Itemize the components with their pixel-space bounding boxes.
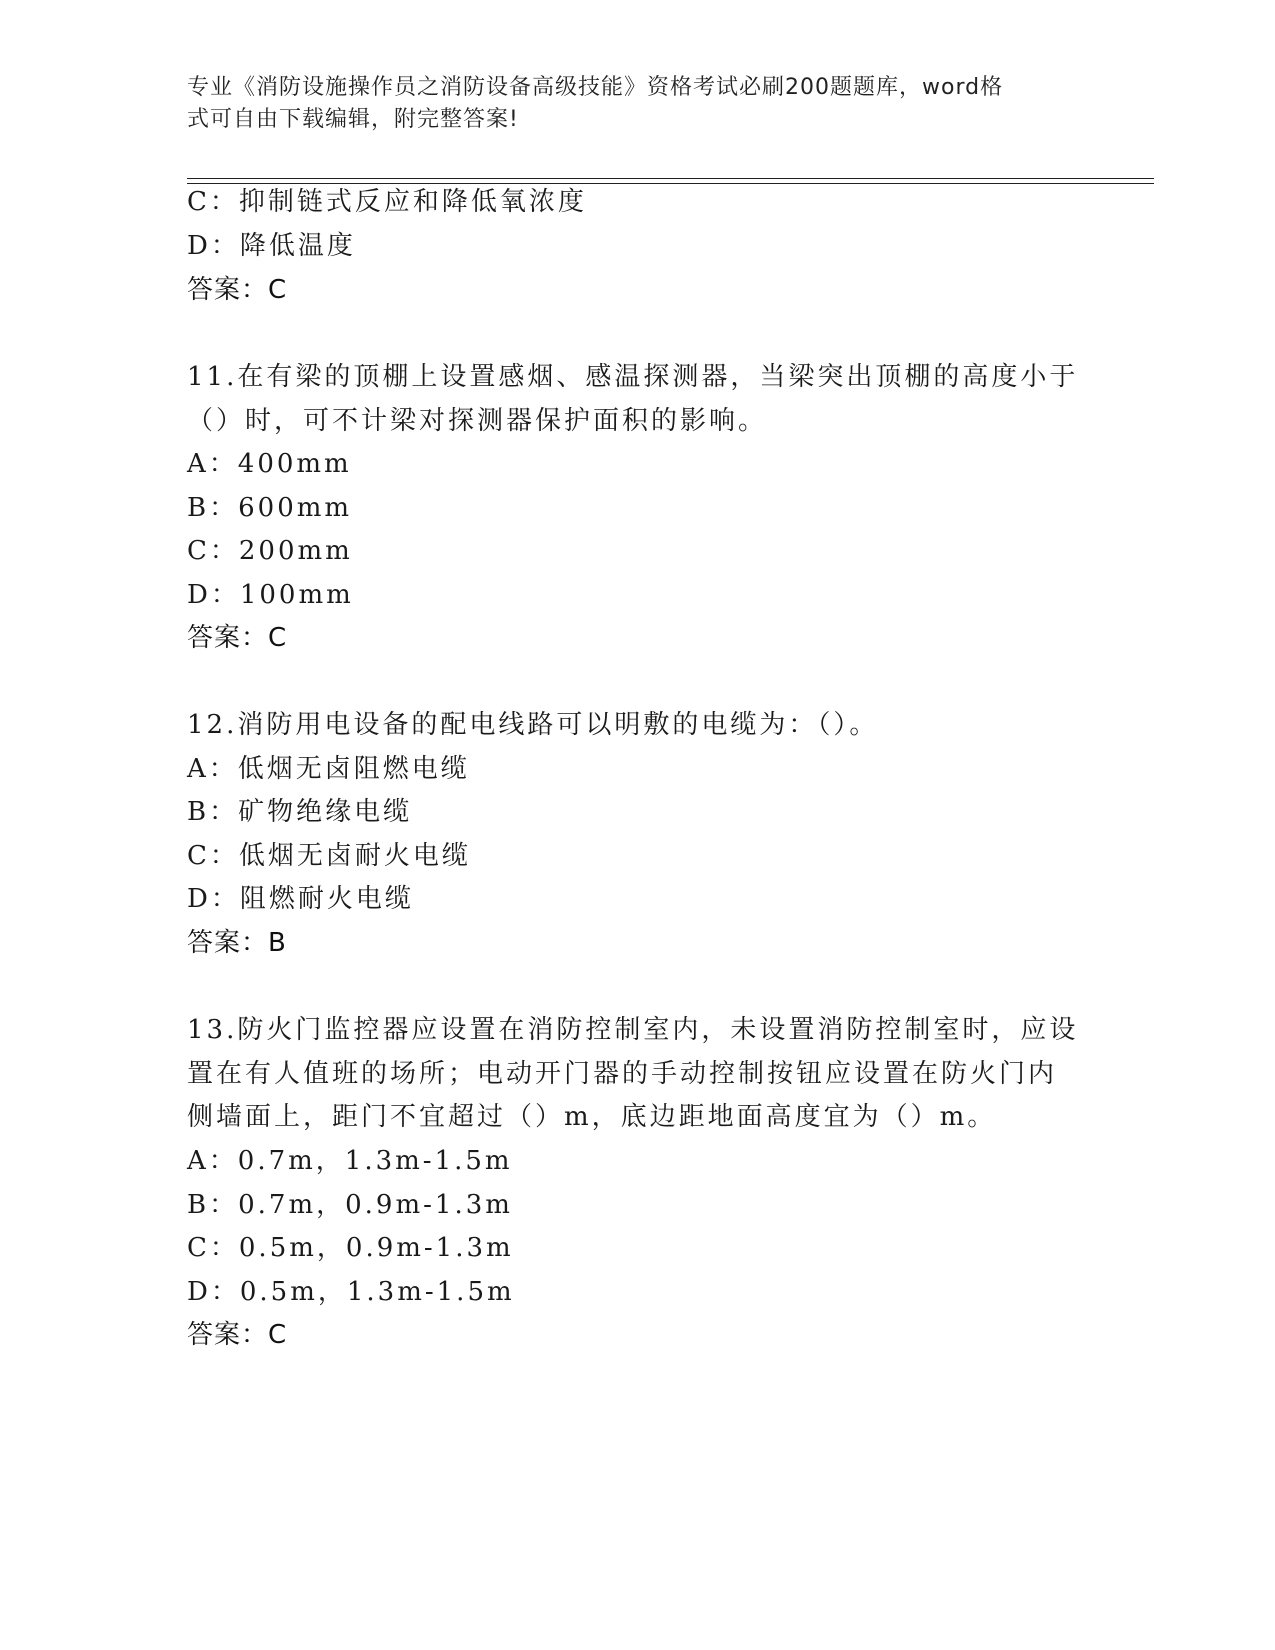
q11-answer: 答案：C xyxy=(187,623,288,653)
q12-option-d: D：阻燃耐火电缆 xyxy=(187,884,414,914)
q13-option-b: B：0.7m，0.9m-1.3m xyxy=(187,1190,513,1220)
q11-stem-line-2: （）时，可不计梁对探测器保护面积的影响。 xyxy=(187,406,768,436)
q13-stem-line-2: 置在有人值班的场所；电动开门器的手动控制按钮应设置在防火门内 xyxy=(187,1059,1058,1089)
header-divider xyxy=(187,178,1154,184)
q12-stem-line-1: 12.消防用电设备的配电线路可以明敷的电缆为：（）。 xyxy=(187,710,879,740)
q13-option-c: C：0.5m，0.9m-1.3m xyxy=(187,1233,514,1263)
q13-stem-line-3: 侧墙面上，距门不宜超过（）m，底边距地面高度宜为（）m。 xyxy=(187,1102,997,1132)
document-header xyxy=(187,72,1067,136)
q13-option-d: D：0.5m，1.3m-1.5m xyxy=(187,1277,515,1307)
q12-option-b: B：矿物绝缘电缆 xyxy=(187,797,413,827)
prev-option-c: C：抑制链式反应和降低氧浓度 xyxy=(187,187,587,217)
q13-option-a: A：0.7m，1.3m-1.5m xyxy=(187,1146,513,1176)
q11-option-c: C：200mm xyxy=(187,536,353,566)
prev-option-d: D：降低温度 xyxy=(187,231,356,261)
q12-answer: 答案：B xyxy=(187,928,287,958)
q12-option-a: A：低烟无卤阻燃电缆 xyxy=(187,754,470,784)
q13-answer: 答案：C xyxy=(187,1320,288,1350)
q12-option-c: C：低烟无卤耐火电缆 xyxy=(187,841,471,871)
q11-option-b: B：600mm xyxy=(187,493,353,523)
q13-stem-line-1: 13.防火门监控器应设置在消防控制室内，未设置消防控制室时，应设 xyxy=(187,1015,1079,1045)
q11-option-d: D：100mm xyxy=(187,580,354,610)
prev-answer: 答案：C xyxy=(187,275,288,305)
header-title-line-1: 专业《消防设施操作员之消防设备高级技能》资格考试必刷200题题库，word格 xyxy=(187,75,1004,100)
q11-option-a: A：400mm xyxy=(187,449,352,479)
q11-stem-line-1: 11.在有梁的顶棚上设置感烟、感温探测器，当梁突出顶棚的高度小于 xyxy=(187,362,1079,392)
header-title-line-2: 式可自由下载编辑，附完整答案! xyxy=(187,107,519,132)
